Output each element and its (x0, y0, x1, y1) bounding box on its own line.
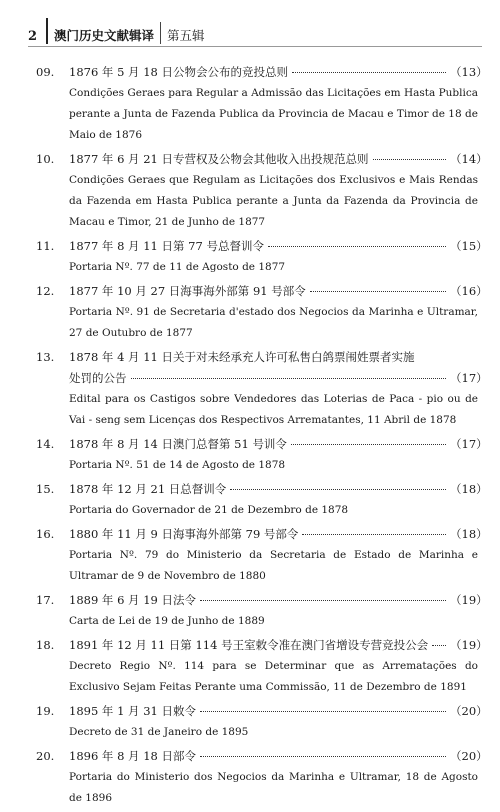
entry-page-number: （16） (450, 284, 488, 298)
entry-number: 09. (36, 65, 55, 79)
entry-number: 12. (36, 284, 55, 298)
toc-entry-heading (36, 434, 488, 455)
toc-entry (36, 524, 488, 587)
entry-portuguese-title: Portaria Nº. 91 de Secretaria d'estado dos Negocios da Marinha e Ultramar, 27 de Outubro de 1877 (69, 306, 478, 339)
toc-entry (36, 236, 488, 278)
header-divider (46, 18, 48, 44)
entry-portuguese-title: Decreto Regio Nº. 114 para se Determinar que as Arrematações do Exclusivo Sejam Feitas Perante uma Commissão, 11 de Dezembro de 1891 (69, 660, 478, 693)
toc-entry-heading (36, 701, 488, 722)
entry-chinese-title: 1878 年 8 月 14 日澳门总督第 51 号训令 (69, 437, 287, 451)
toc-entry-heading (36, 149, 488, 170)
entry-portuguese-title: Edital para os Castigos sobre Vendedores das Loterias de Paca - pio ou de Vai - seng sem Licenças dos Respectivos Arrematantes, 11 Abril de 1878 (69, 393, 478, 426)
entry-page-number: （15） (450, 239, 488, 253)
entry-portuguese-title: Carta de Lei de 19 de Junho de 1889 (69, 615, 265, 627)
entry-chinese-title: 1880 年 11 月 9 日海事海外部第 79 号部令 (69, 527, 299, 541)
entry-page-number: （19） (450, 593, 488, 607)
dot-leader (131, 378, 447, 379)
toc-entry-heading (36, 635, 488, 656)
entry-number: 16. (36, 527, 55, 541)
toc-entry-heading (36, 281, 488, 302)
entry-portuguese-title: Portaria Nº. 51 de 14 de Agosto de 1878 (69, 459, 286, 471)
toc-entry-heading (36, 746, 488, 767)
toc-entry (36, 434, 488, 476)
entry-number: 18. (36, 638, 55, 652)
entry-number: 20. (36, 749, 55, 763)
entry-page-number: （14） (450, 152, 488, 166)
dot-leader (292, 72, 446, 73)
toc-entry-heading (36, 347, 478, 368)
toc-entry-heading (36, 236, 488, 257)
entry-chinese-title: 1889 年 6 月 19 日法令 (69, 593, 196, 607)
toc-entry (36, 347, 488, 431)
page-number: 2 (28, 29, 38, 44)
entry-number: 14. (36, 437, 55, 451)
toc-entry (36, 590, 488, 632)
dot-leader (200, 600, 446, 601)
entry-page-number: （17） (450, 437, 488, 451)
entry-number: 10. (36, 152, 55, 166)
dot-leader (302, 534, 446, 535)
entry-page-number: （20） (450, 704, 488, 718)
entry-number: 19. (36, 704, 55, 718)
running-header (28, 14, 480, 44)
entry-portuguese-title: Condições Geraes para Regular a Admissão das Licitações em Hasta Publica perante a Junta de Fazenda Publica da Provincia de Macau e Timor de 18 de Maio de 1876 (69, 87, 478, 141)
header-rule (28, 46, 482, 47)
header-divider-thin (160, 22, 161, 44)
volume-label: 第五辑 (167, 28, 205, 43)
entry-chinese-title: 1876 年 5 月 18 日公物会公布的竞投总则 (69, 65, 288, 79)
toc-entry (36, 281, 488, 344)
contents-list (36, 62, 488, 812)
toc-entry (36, 635, 488, 698)
entry-page-number: （13） (450, 65, 488, 79)
dot-leader (432, 645, 446, 646)
toc-entry (36, 149, 488, 233)
toc-entry (36, 479, 488, 521)
entry-page-number: （18） (450, 527, 488, 541)
entry-chinese-title: 1877 年 10 月 27 日海事海外部第 91 号部令 (69, 284, 306, 298)
entry-portuguese-title: Portaria do Ministerio dos Negocios da Marinha e Ultramar, 18 de Agosto de 1896 (69, 771, 478, 804)
dot-leader (310, 291, 446, 292)
entry-portuguese-title: Portaria do Governador de 21 de Dezembro de 1878 (69, 504, 349, 516)
dot-leader (268, 246, 446, 247)
dot-leader (200, 711, 446, 712)
entry-chinese-title: 1895 年 1 月 31 日敕令 (69, 704, 196, 718)
toc-entry-heading (36, 590, 488, 611)
entry-number: 11. (36, 239, 55, 253)
entry-chinese-title: 1891 年 12 月 11 日第 114 号王室敕令准在澳门省增设专营竞投公会 (69, 638, 429, 652)
entry-portuguese-title: Condições Geraes que Regulam as Licitações dos Exclusivos e Mais Rendas da Fazenda em Hasta Publica perante a Junta da Fazenda da Provincia de Macau e Timor, 21 de Junho de 1877 (69, 174, 478, 228)
entry-number: 15. (36, 482, 55, 496)
series-title: 澳门历史文献辑译 (54, 28, 155, 43)
toc-entry-heading (36, 62, 488, 83)
entry-chinese-title: 1877 年 6 月 21 日专营权及公物会其他收入出投规范总则 (69, 152, 369, 166)
dot-leader (230, 489, 446, 490)
entry-chinese-title: 1896 年 8 月 18 日部令 (69, 749, 196, 763)
dot-leader (373, 159, 447, 160)
entry-page-number: （19） (450, 638, 488, 652)
entry-chinese-title: 1877 年 8 月 11 日第 77 号总督训令 (69, 239, 264, 253)
entry-chinese-title-cont: 处罚的公告 (69, 371, 127, 385)
dot-leader (291, 444, 446, 445)
entry-chinese-title: 1878 年 12 月 21 日总督训令 (69, 482, 227, 496)
entry-portuguese-title: Portaria Nº. 77 de 11 de Agosto de 1877 (69, 261, 286, 273)
entry-number: 13. (36, 350, 55, 364)
entry-portuguese-title: Portaria Nº. 79 do Ministerio da Secretaria de Estado de Marinha e Ultramar de 9 de Novembro de 1880 (69, 549, 478, 582)
toc-entry-heading (36, 479, 488, 500)
toc-entry (36, 62, 488, 146)
entry-chinese-title: 1878 年 4 月 11 日关于对未经承充人许可私售白鸽票闱姓票者实施 (69, 350, 415, 364)
toc-entry (36, 746, 488, 809)
entry-page-number: （18） (450, 482, 488, 496)
toc-entry (36, 701, 488, 743)
entry-number: 17. (36, 593, 55, 607)
toc-entry-heading (36, 524, 488, 545)
entry-page-number: （20） (450, 749, 488, 763)
entry-portuguese-title: Decreto de 31 de Janeiro de 1895 (69, 726, 249, 738)
dot-leader (200, 756, 446, 757)
entry-page-number: （17） (450, 371, 488, 385)
